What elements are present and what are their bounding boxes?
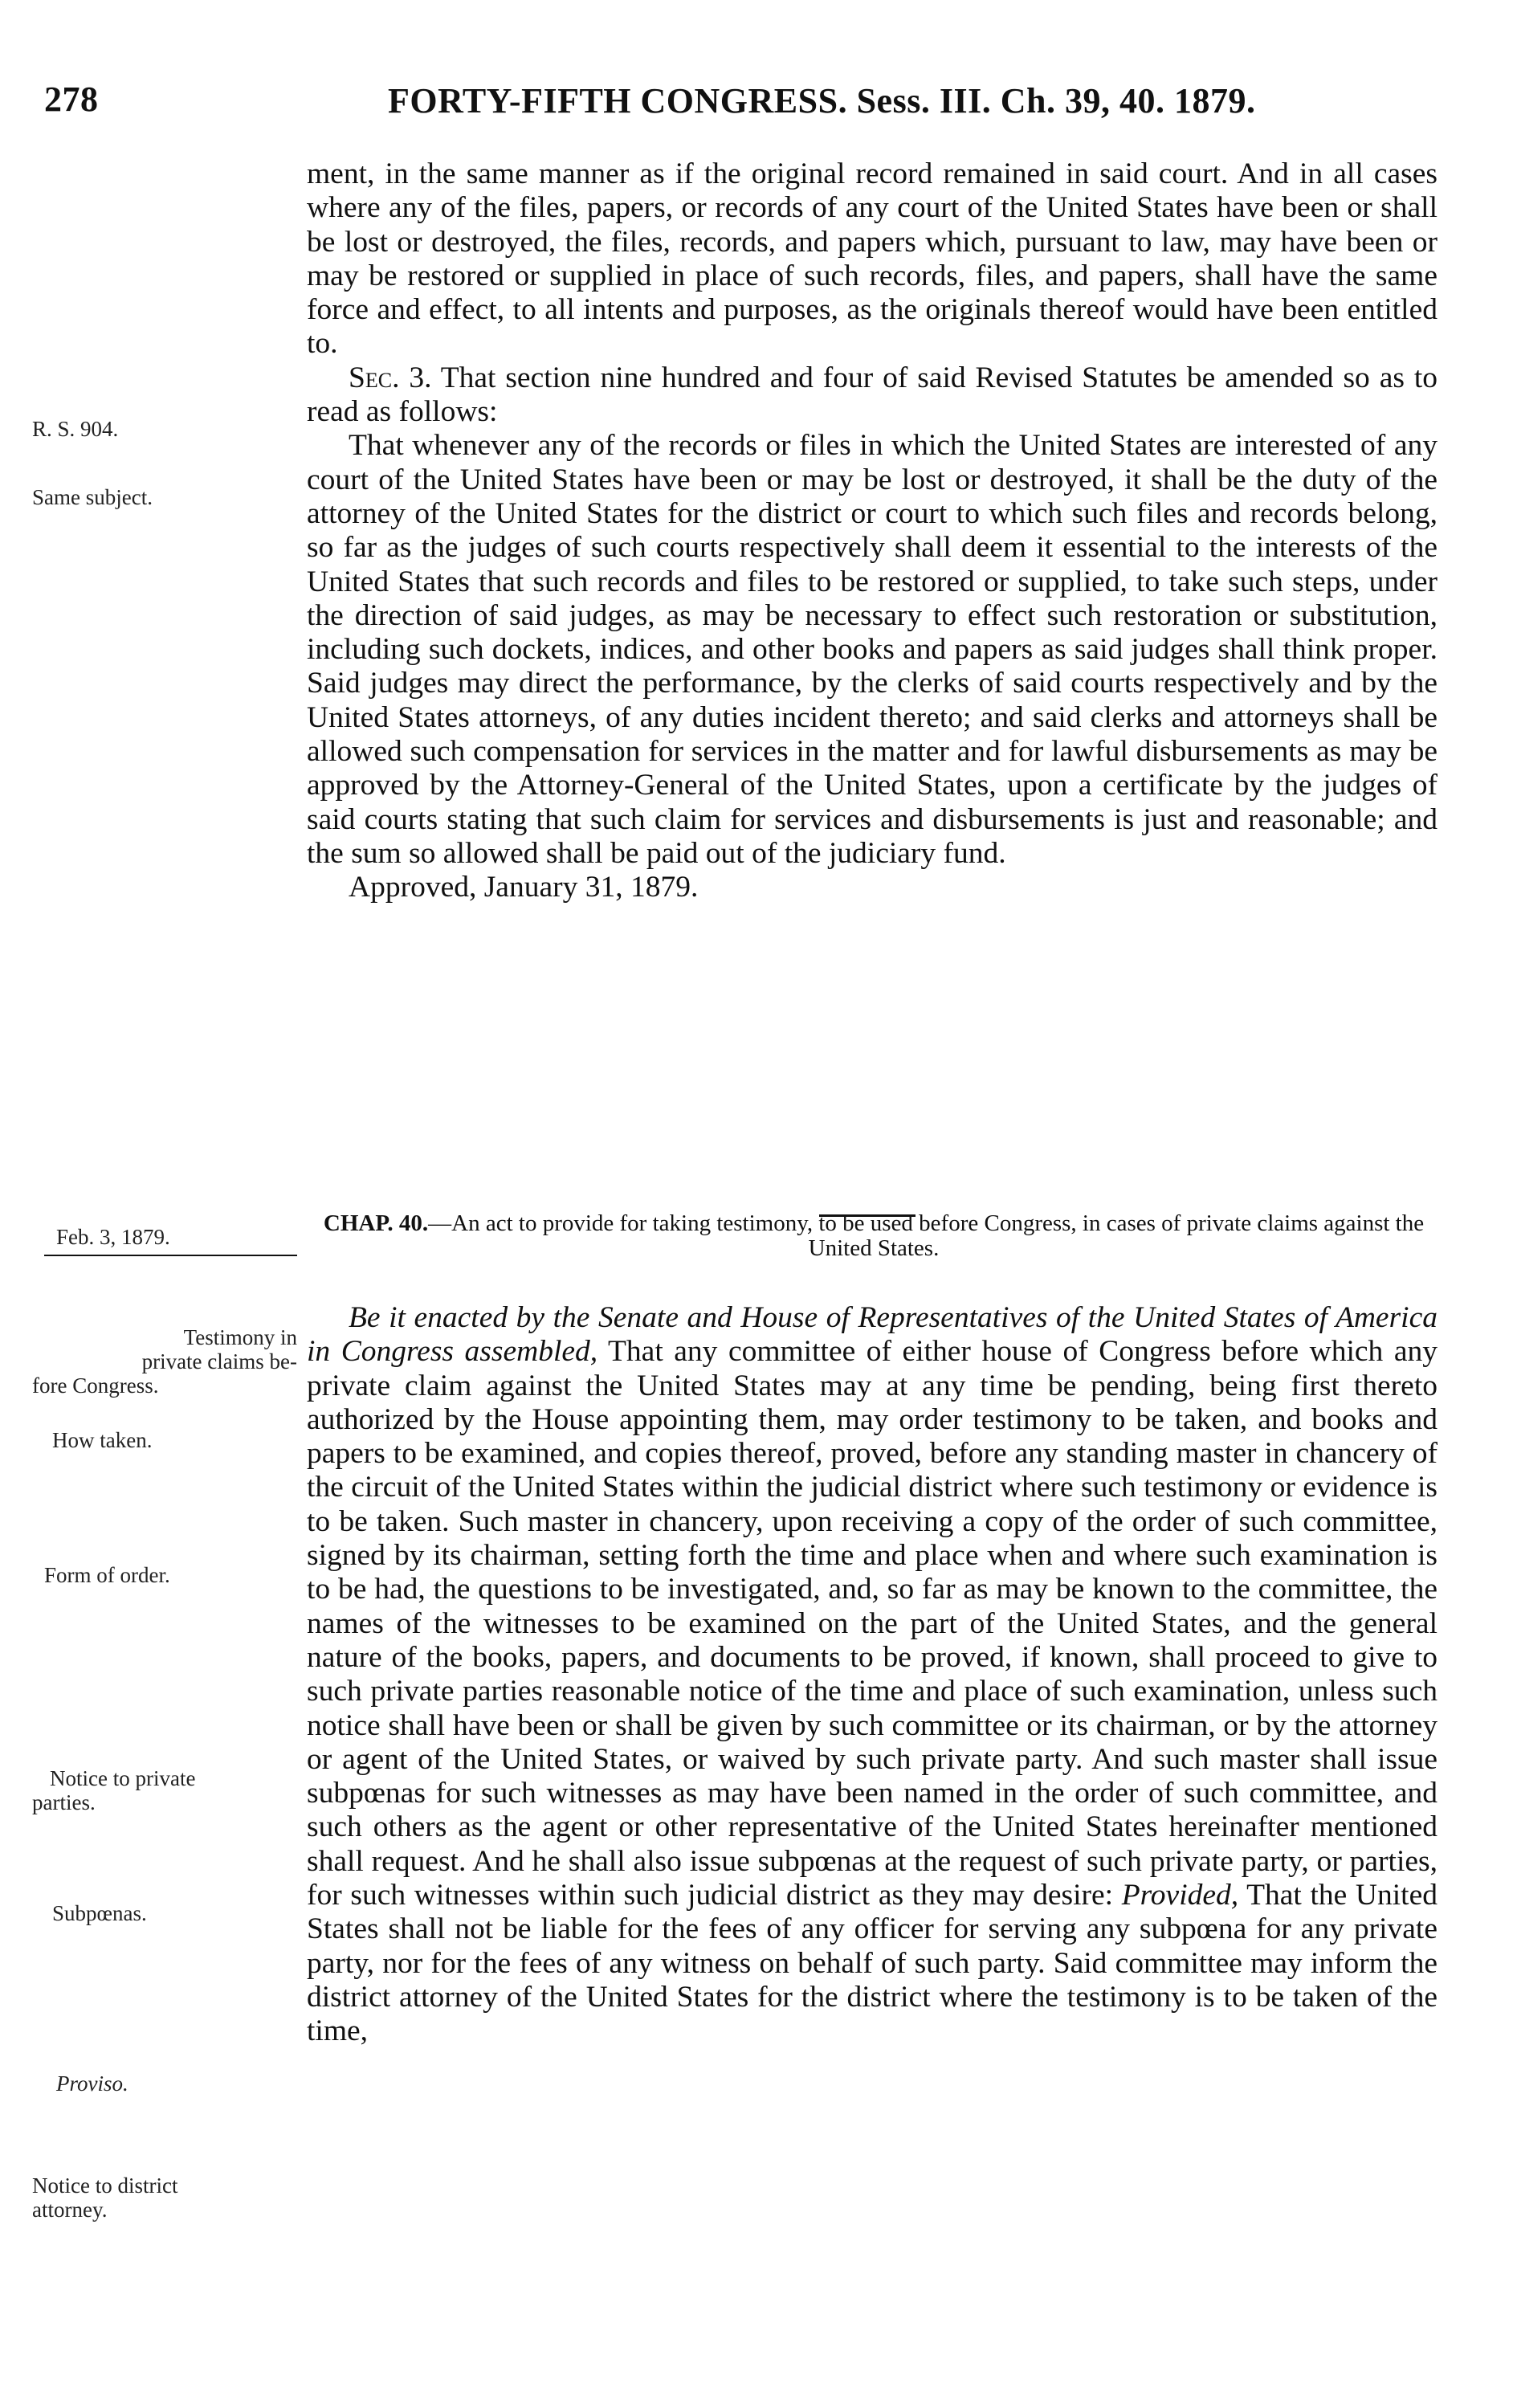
section-3-paragraph xyxy=(307,361,1437,430)
margin-note-notice-district-line1: Notice to district xyxy=(32,2173,178,2198)
margin-note-notice-private-line1: Notice to private xyxy=(50,1766,196,1790)
margin-note-notice-district-line2: attorney. xyxy=(32,2198,108,2222)
enacting-clause: Be it enacted by the Senate and House of Representatives of the United States of America in Congress assembled, xyxy=(307,1301,1437,1369)
chapter-40-label: CHAP. 40. xyxy=(323,1210,429,1236)
margin-note-testimony-line1: Testimony in xyxy=(183,1325,297,1349)
chapter-40-paragraph xyxy=(307,1301,1437,2049)
margin-note-date: Feb. 3, 1879. xyxy=(56,1225,170,1249)
page-number: 278 xyxy=(44,80,99,119)
chapter-39-continuation xyxy=(307,157,1437,905)
running-title: FORTY-FIFTH CONGRESS. Sess. III. Ch. 39, 40. 1879. xyxy=(388,81,1256,120)
margin-note-testimony-line2: private claims be- xyxy=(141,1349,297,1373)
margin-note-testimony xyxy=(32,1325,297,1398)
margin-note-same-subject: Same subject. xyxy=(32,485,153,509)
chapter-40-text-1: That any committee of either house of Congress before which any private claim against the United States may at any time be pending, being first thereto authorized by the House appointing them, may order testimony to be taken, and books and papers to be examined, and copies thereof, proved, before any standing master in chancery of the circuit of the United States within the judicial district where such testimony or evidence is to be taken. Such master in chancery, upon receiving a copy of the order of such committee, signed by its chairman, setting forth the time and place when and where such examination is to be had, the questions to be investigated, and, so far as may be known to the committee, the names of the witnesses to be examined on the part of the United States, and the general nature of the books, papers, and documents to be proved, if known, shall proceed to give to such private parties reasonable notice of the time and place of such examination, unless such notice shall have been or shall be given by such committee or its chairman, or by the attorney or agent of the United States, or waived by such private party. And such master shall issue subpœnas for such witnesses as may have been named in the order of such committee, and such others as the agent or other representative of the United States hereinafter mentioned shall request. And he shall also issue subpœnas at the request of such private party, or parties, for such witnesses within such judicial district as they may desire: xyxy=(307,1335,1437,1912)
margin-note-form-of-order: Form of order. xyxy=(44,1563,170,1587)
paragraph-continuation: ment, in the same manner as if the original record remained in said court. And in all cases where any of the files, papers, or records of any court of the United States have been or shall be lost or destroyed, the files, records, and papers which, pursuant to law, may have been or may be restored or supplied in place of such records, files, and papers, shall have the same force and effect, to all intents and purposes, as the originals thereof would have been entitled to. xyxy=(307,157,1437,361)
approved-date: Approved, January 31, 1879. xyxy=(349,871,699,904)
chapter-40-title: —An act to provide for taking testimony, to be used before Congress, in cases of private claims against the United States. xyxy=(428,1210,1425,1261)
chapter-40-heading xyxy=(310,1211,1437,1261)
margin-note-notice-private-line2: parties. xyxy=(32,1790,96,1814)
proviso-word: Provided, xyxy=(1121,1879,1239,1912)
chapter-40-text-2: That the United States shall not be liable for the fees of any officer for serving any subpœna for any private party, nor for the fees of any witness on behalf of such party. Said committee may inform the district attorney of the United States for the district where the testimony is to be taken of the time, xyxy=(307,1879,1437,2048)
margin-note-how-taken: How taken. xyxy=(52,1428,153,1452)
chapter-40-body xyxy=(307,1301,1437,2049)
date-rule xyxy=(44,1255,297,1256)
margin-note-testimony-line3: fore Congress. xyxy=(32,1373,159,1398)
section-3-label: Sec. 3. xyxy=(349,361,432,394)
margin-note-subpoenas: Subpœnas. xyxy=(52,1901,147,1925)
section-3-text: That section nine hundred and four of said Revised Statutes be amended so as to read as follows: xyxy=(307,361,1437,429)
margin-note-notice-private xyxy=(32,1766,297,1814)
margin-note-proviso: Proviso. xyxy=(56,2071,128,2096)
margin-note-notice-district xyxy=(32,2173,297,2222)
section-3-amended-text: That whenever any of the records or files in which the United States are interested of any court of the United States have been or may be lost or destroyed, it shall be the duty of the attorney of the United States for the district or court to which such files and records belong, so far as the judges of such courts respectively shall deem it essential to the interests of the United States that such records and files to be restored or supplied, to take such steps, under the direction of said judges, as may be necessary to effect such restoration or substitution, including such dockets, indices, and other books and papers as said judges shall think proper. Said judges may direct the performance, by the clerks of said courts respectively and by the United States attorneys, of any duties incident thereto; and said clerks and attorneys shall be allowed such compensation for services in the matter and for lawful disbursements as may be approved by the Attorney-General of the United States, upon a certificate by the judges of said courts stating that such claim for services and disbursements is just and reasonable; and the sum so allowed shall be paid out of the judiciary fund. xyxy=(307,429,1437,870)
margin-note-rs904: R. S. 904. xyxy=(32,417,119,441)
page-header xyxy=(44,47,1466,120)
